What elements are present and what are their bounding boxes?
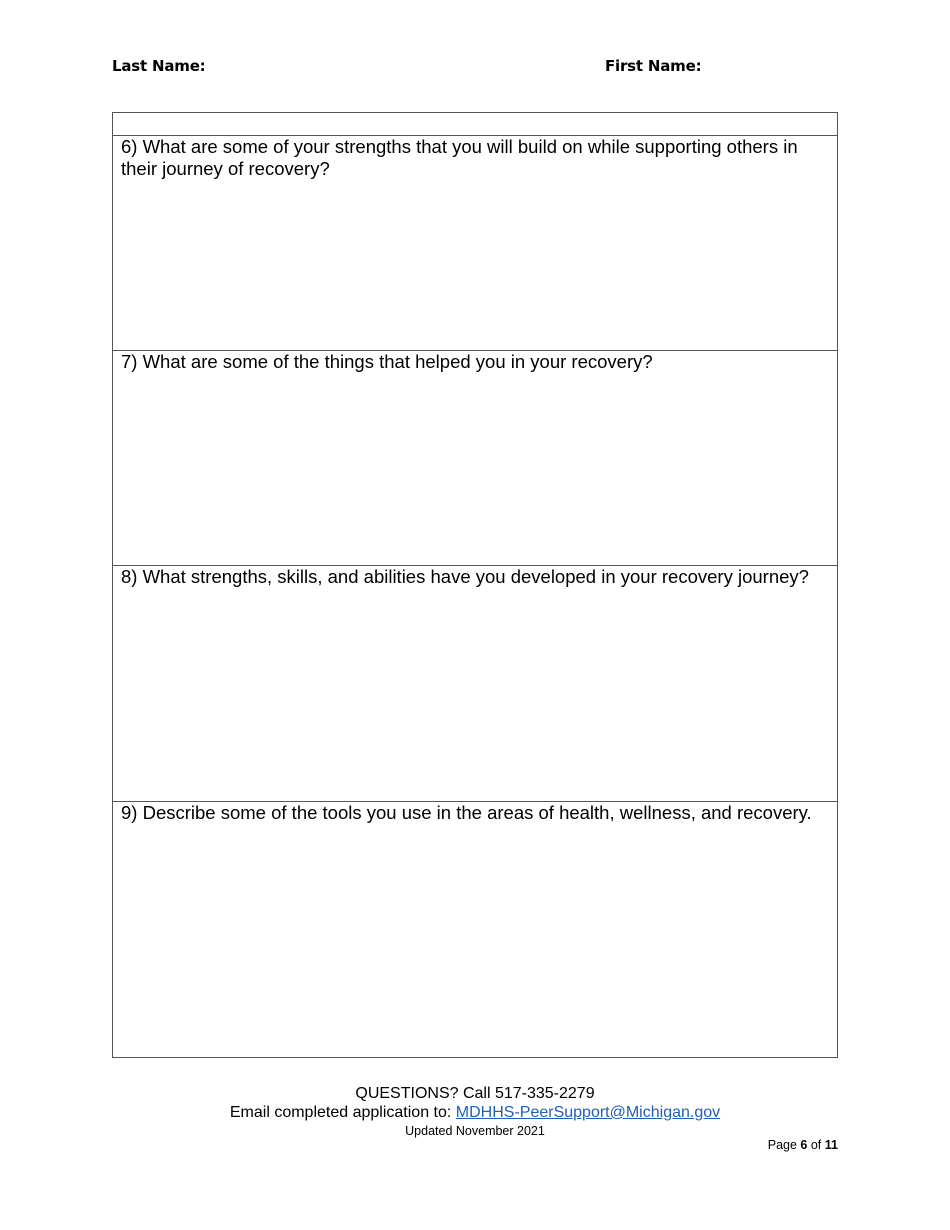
first-name-label: First Name:: [605, 57, 702, 75]
page-of: of: [810, 1138, 822, 1152]
last-name-label: Last Name:: [112, 57, 206, 75]
question-9-response-area[interactable]: [113, 849, 837, 1057]
page-current: 6: [800, 1138, 808, 1152]
question-6-response-area[interactable]: [113, 183, 837, 350]
question-6-text: 6) What are some of your strengths that you will build on while supporting others in their journey of recovery?: [121, 136, 798, 179]
question-9-row: [113, 801, 837, 1057]
page-number: [768, 1138, 838, 1152]
question-7-response-area[interactable]: [113, 398, 837, 565]
blank-header-row: [113, 113, 837, 136]
question-6-row: [113, 135, 837, 351]
question-7-text: 7) What are some of the things that helped you in your recovery?: [121, 351, 653, 372]
question-7-row: [113, 350, 837, 566]
footer-questions-phone: QUESTIONS? Call 517-335-2279: [355, 1085, 595, 1102]
question-8-row: [113, 565, 837, 802]
application-question-table: [112, 112, 838, 1058]
question-9-text: 9) Describe some of the tools you use in the areas of health, wellness, and recovery.: [121, 802, 812, 823]
footer-email-prefix: Email completed application to:: [229, 1104, 452, 1121]
page-label: Page: [767, 1138, 797, 1152]
footer-email-line: [0, 1104, 950, 1122]
page-total: 11: [824, 1138, 838, 1152]
footer-updated-date: Updated November 2021: [405, 1124, 545, 1138]
question-8-response-area[interactable]: [113, 613, 837, 801]
footer-email-link[interactable]: MDHHS-PeerSupport@Michigan.gov: [455, 1104, 721, 1121]
question-8-text: 8) What strengths, skills, and abilities have you developed in your recovery journey?: [121, 566, 809, 587]
